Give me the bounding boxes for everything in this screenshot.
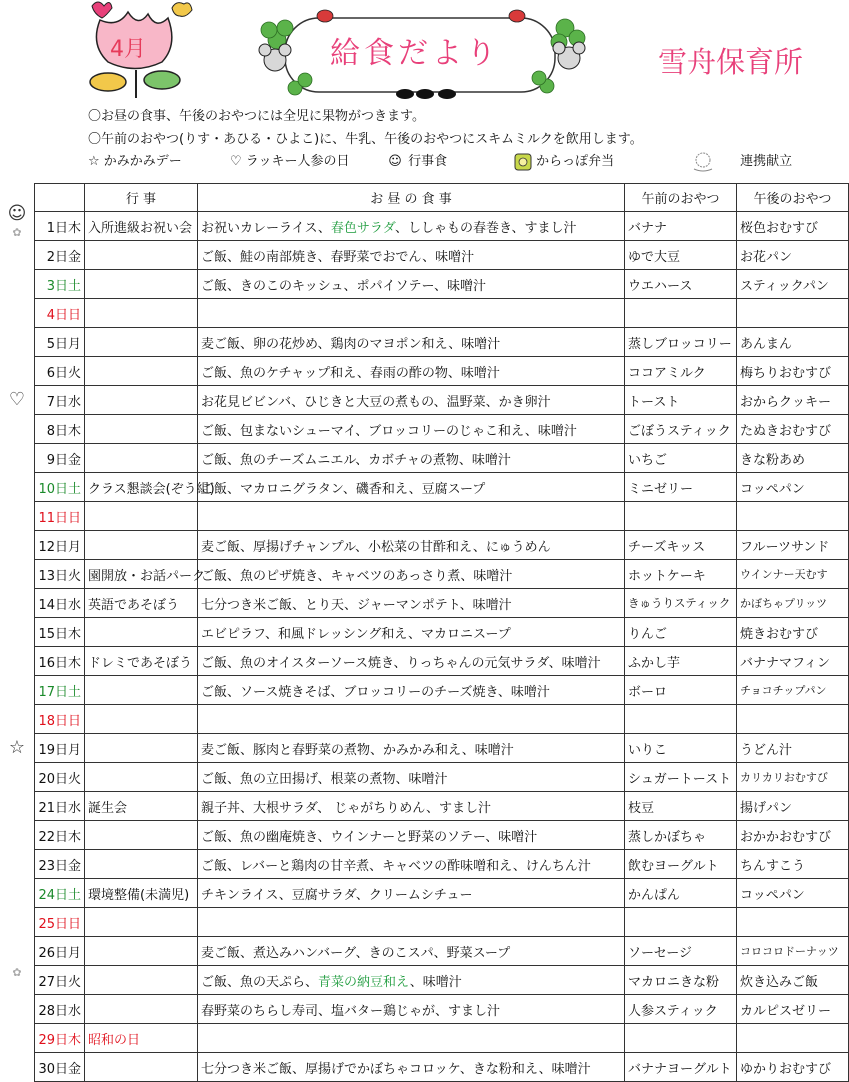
newsletter-title: 給食だより	[330, 36, 500, 71]
lunch-text: エビピラフ、和風ドレッシング和え、マカロニスープ	[201, 626, 511, 642]
day-am-snack: きゅうりスティック	[625, 589, 737, 618]
day-date: 4日日	[35, 299, 85, 328]
lunch-text-tail: 、味噌汁	[409, 974, 462, 990]
day-event	[85, 705, 198, 734]
heart-icon: ♡	[8, 389, 26, 410]
day-event	[85, 734, 198, 763]
day-date: 5日月	[35, 328, 85, 357]
day-lunch	[198, 299, 625, 328]
lunch-text: 麦ご飯、卵の花炒め、鶏肉のマヨポン和え、味噌汁	[201, 336, 501, 352]
day-am-snack: チーズキッス	[625, 531, 737, 560]
day-lunch	[198, 212, 625, 241]
day-date: 29日木	[35, 1024, 85, 1053]
day-event	[85, 386, 198, 415]
day-pm-snack: ちんすこう	[737, 850, 849, 879]
partnership-logo-icon	[690, 151, 716, 173]
lunch-text: お祝いカレーライス、	[201, 220, 331, 236]
day-pm-snack: 梅ちりおむすび	[737, 357, 849, 386]
day-lunch	[198, 502, 625, 531]
day-am-snack: ソーセージ	[625, 937, 737, 966]
lunch-text: ご飯、魚のチーズムニエル、カボチャの煮物、味噌汁	[201, 452, 511, 468]
day-date: 17日土	[35, 676, 85, 705]
page-header	[0, 0, 849, 183]
note-fruit: 〇お昼の食事、午後のおやつには全児に果物がつきます。	[88, 109, 425, 124]
day-am-snack: ごぼうスティック	[625, 415, 737, 444]
table-row	[35, 241, 849, 270]
day-am-snack: りんご	[625, 618, 737, 647]
day-am-snack: ウエハース	[625, 270, 737, 299]
day-am-snack: 枝豆	[625, 792, 737, 821]
day-pm-snack: おからクッキー	[737, 386, 849, 415]
day-pm-snack: お花パン	[737, 241, 849, 270]
day-lunch	[198, 560, 625, 589]
legend-karappo	[514, 150, 614, 171]
lunch-text: ご飯、魚の幽庵焼き、ウインナーと野菜のソテー、味噌汁	[201, 829, 538, 845]
day-pm-snack: ゆかりおむすび	[737, 1053, 849, 1082]
lunch-text: 麦ご飯、豚肉と春野菜の煮物、かみかみ和え、味噌汁	[201, 742, 514, 758]
day-lunch	[198, 444, 625, 473]
lunch-text: お花見ビビンバ、ひじきと大豆の煮もの、温野菜、かき卵汁	[201, 394, 551, 410]
lunch-text: ご飯、レバーと鶏肉の甘辛煮、キャベツの酢味噌和え、けんちん汁	[201, 858, 591, 874]
legend-event-meal	[386, 150, 447, 169]
day-lunch	[198, 1053, 625, 1082]
day-event	[85, 531, 198, 560]
day-pm-snack: フルーツサンド	[737, 531, 849, 560]
day-am-snack	[625, 1024, 737, 1053]
day-date: 7日水	[35, 386, 85, 415]
table-row	[35, 879, 849, 908]
smiley-icon: ☺	[7, 203, 27, 224]
month-label: 4月	[110, 37, 146, 62]
day-lunch	[198, 1024, 625, 1053]
day-event: 誕生会	[85, 792, 198, 821]
lunch-text: ご飯、魚の立田揚げ、根菜の煮物、味噌汁	[201, 771, 448, 787]
day-lunch	[198, 647, 625, 676]
lunch-text: ご飯、きのこのキッシュ、ポパイソテー、味噌汁	[201, 278, 486, 294]
table-row	[35, 792, 849, 821]
day-pm-snack	[737, 705, 849, 734]
lunch-text: チキンライス、豆腐サラダ、クリームシチュー	[201, 887, 473, 903]
day-pm-snack: きな粉あめ	[737, 444, 849, 473]
day-date: 25日日	[35, 908, 85, 937]
header-am-snack: 午前のおやつ	[625, 184, 737, 212]
day-event	[85, 241, 198, 270]
day-pm-snack	[737, 502, 849, 531]
day-lunch	[198, 908, 625, 937]
lunch-text: ご飯、マカロニグラタン、磯香和え、豆腐スープ	[201, 481, 486, 497]
legend-lucky-carrot: ♡ ラッキー人参の日	[230, 154, 350, 169]
day-am-snack: トースト	[625, 386, 737, 415]
table-row	[35, 850, 849, 879]
day-date: 6日火	[35, 357, 85, 386]
day-lunch	[198, 270, 625, 299]
table-row	[35, 299, 849, 328]
day-pm-snack: スティックパン	[737, 270, 849, 299]
day-event	[85, 908, 198, 937]
table-row	[35, 937, 849, 966]
day-event	[85, 1053, 198, 1082]
table-header-row	[35, 184, 849, 212]
table-row	[35, 618, 849, 647]
day-event	[85, 821, 198, 850]
table-row	[35, 589, 849, 618]
table-row	[35, 328, 849, 357]
day-pm-snack: カルピスゼリー	[737, 995, 849, 1024]
day-am-snack: いりこ	[625, 734, 737, 763]
legend-renkei-label: 連携献立	[740, 154, 793, 169]
day-pm-snack: 揚げパン	[737, 792, 849, 821]
day-lunch	[198, 763, 625, 792]
day-am-snack: マカロニきな粉	[625, 966, 737, 995]
legend-event-meal-label: 行事食	[408, 154, 448, 169]
day-pm-snack: コッペパン	[737, 473, 849, 502]
day-pm-snack	[737, 1024, 849, 1053]
day-am-snack: ホットケーキ	[625, 560, 737, 589]
lunch-text: ご飯、魚のオイスターソース焼き、りっちゃんの元気サラダ、味噌汁	[201, 655, 601, 671]
day-am-snack: ゆで大豆	[625, 241, 737, 270]
school-name: 雪舟保育所	[658, 45, 804, 79]
lunch-text: ご飯、魚のピザ焼き、キャベツのあっさり煮、味噌汁	[201, 568, 513, 584]
day-lunch	[198, 618, 625, 647]
day-event	[85, 937, 198, 966]
day-lunch	[198, 415, 625, 444]
table-row	[35, 560, 849, 589]
table-row	[35, 531, 849, 560]
day-date: 20日火	[35, 763, 85, 792]
day-pm-snack: カリカリおむすび	[737, 763, 849, 792]
lunch-text: 七分つき米ご飯、とり天、ジャーマンポテト、味噌汁	[201, 597, 512, 613]
day-event: 環境整備(未満児)	[85, 879, 198, 908]
day-pm-snack: 炊き込みご飯	[737, 966, 849, 995]
day-am-snack: いちご	[625, 444, 737, 473]
note-milk: 〇午前のおやつ(りす・あひる・ひよこ)に、牛乳、午後のおやつにスキムミルクを飲用します。	[88, 132, 643, 147]
partnership-logo-icon: ✿	[12, 226, 22, 239]
day-event	[85, 415, 198, 444]
lunch-text: 春野菜のちらし寿司、塩バター鶏じゃが、すまし汁	[201, 1003, 501, 1019]
day-date: 28日水	[35, 995, 85, 1024]
day-am-snack: 蒸しブロッコリー	[625, 328, 737, 357]
day-date: 21日水	[35, 792, 85, 821]
day-date: 30日金	[35, 1053, 85, 1082]
day-lunch	[198, 879, 625, 908]
lunch-text: ご飯、魚のケチャップ和え、春雨の酢の物、味噌汁	[201, 365, 500, 381]
day-am-snack	[625, 299, 737, 328]
day-am-snack: バナナ	[625, 212, 737, 241]
table-row	[35, 763, 849, 792]
day-event: 入所進級お祝い会	[85, 212, 198, 241]
header-event: 行 事	[85, 184, 198, 212]
day-am-snack: ボーロ	[625, 676, 737, 705]
day-date: 14日水	[35, 589, 85, 618]
day-event	[85, 763, 198, 792]
legend-kamikami: ☆ かみかみデー	[88, 154, 182, 169]
day-pm-snack: かぼちゃプリッツ	[737, 589, 849, 618]
lunchbox-icon	[514, 153, 532, 171]
lunch-text: 七分つき米ご飯、厚揚げでかぼちゃコロッケ、きな粉和え、味噌汁	[201, 1061, 591, 1077]
day-event	[85, 995, 198, 1024]
day-am-snack: バナナヨーグルト	[625, 1053, 737, 1082]
day-pm-snack: コロコロドーナッツ	[737, 937, 849, 966]
table-row	[35, 357, 849, 386]
lunch-text-tail: 、ししゃもの春巻き、すまし汁	[394, 220, 577, 236]
day-event	[85, 850, 198, 879]
day-am-snack: ふかし芋	[625, 647, 737, 676]
day-date: 19日月	[35, 734, 85, 763]
table-row	[35, 821, 849, 850]
day-lunch	[198, 705, 625, 734]
day-am-snack: シュガートースト	[625, 763, 737, 792]
day-event	[85, 618, 198, 647]
day-date: 15日木	[35, 618, 85, 647]
header-date	[35, 184, 85, 212]
day-pm-snack: 桜色おむすび	[737, 212, 849, 241]
menu-table-body	[35, 212, 849, 1082]
day-event	[85, 966, 198, 995]
day-date: 22日木	[35, 821, 85, 850]
day-pm-snack	[737, 908, 849, 937]
day-event	[85, 676, 198, 705]
menu-table	[34, 183, 849, 1082]
day-lunch	[198, 473, 625, 502]
day-event	[85, 270, 198, 299]
lunch-text: ご飯、包まないシューマイ、ブロッコリーのじゃこ和え、味噌汁	[201, 423, 577, 439]
lunch-highlight-text: 春色サラダ	[330, 220, 395, 236]
day-date: 10日土	[35, 473, 85, 502]
day-event	[85, 328, 198, 357]
lunch-text: ご飯、鮭の南部焼き、春野菜でおでん、味噌汁	[201, 249, 475, 265]
day-lunch	[198, 821, 625, 850]
day-date: 9日金	[35, 444, 85, 473]
day-event	[85, 299, 198, 328]
table-row	[35, 995, 849, 1024]
table-row	[35, 1024, 849, 1053]
day-date: 8日木	[35, 415, 85, 444]
lunch-text: ご飯、ソース焼きそば、ブロッコリーのチーズ焼き、味噌汁	[201, 684, 550, 700]
header-lunch: お 昼 の 食 事	[198, 184, 625, 212]
day-am-snack: 人参スティック	[625, 995, 737, 1024]
day-pm-snack: 焼きおむすび	[737, 618, 849, 647]
table-row	[35, 676, 849, 705]
header-pm-snack: 午後のおやつ	[737, 184, 849, 212]
day-event: ドレミであそぼう	[85, 647, 198, 676]
day-lunch	[198, 850, 625, 879]
table-row	[35, 415, 849, 444]
day-event	[85, 444, 198, 473]
day-date: 23日金	[35, 850, 85, 879]
table-row	[35, 1053, 849, 1082]
table-row	[35, 647, 849, 676]
lunch-text: 親子丼、大根サラダ、 じゃがちりめん、すまし汁	[201, 800, 492, 816]
day-lunch	[198, 734, 625, 763]
table-row	[35, 966, 849, 995]
day-lunch	[198, 241, 625, 270]
day-date: 24日土	[35, 879, 85, 908]
day-date: 1日木	[35, 212, 85, 241]
day-pm-snack	[737, 299, 849, 328]
day-am-snack	[625, 502, 737, 531]
table-row	[35, 444, 849, 473]
day-date: 18日日	[35, 705, 85, 734]
day-am-snack	[625, 908, 737, 937]
legend-karappo-label: からっぽ弁当	[536, 154, 615, 169]
day-pm-snack: チョコチップパン	[737, 676, 849, 705]
day-lunch	[198, 531, 625, 560]
day-event: 昭和の日	[85, 1024, 198, 1053]
legend-renkei	[690, 150, 792, 173]
lunch-highlight-text: 青菜の納豆和え	[318, 974, 410, 990]
lunch-text: 麦ご飯、厚揚げチャンプル、小松菜の甘酢和え、にゅうめん	[201, 539, 551, 555]
day-date: 12日月	[35, 531, 85, 560]
day-am-snack: 蒸しかぼちゃ	[625, 821, 737, 850]
star-icon: ☆	[8, 737, 26, 758]
day-event: クラス懇談会(ぞう組)	[85, 473, 198, 502]
day-am-snack: かんぱん	[625, 879, 737, 908]
day-lunch	[198, 995, 625, 1024]
legend	[88, 148, 828, 170]
day-am-snack	[625, 705, 737, 734]
day-pm-snack: うどん汁	[737, 734, 849, 763]
day-pm-snack: たぬきおむすび	[737, 415, 849, 444]
smiley-icon: ☺	[388, 154, 402, 169]
day-date: 11日日	[35, 502, 85, 531]
day-date: 13日火	[35, 560, 85, 589]
day-pm-snack: ウインナー天むす	[737, 560, 849, 589]
partnership-logo-icon: ✿	[12, 966, 22, 979]
day-lunch	[198, 589, 625, 618]
day-date: 27日火	[35, 966, 85, 995]
day-lunch	[198, 386, 625, 415]
day-lunch	[198, 676, 625, 705]
table-row	[35, 473, 849, 502]
day-event	[85, 357, 198, 386]
lunch-text: ご飯、魚の天ぷら、	[201, 974, 319, 990]
day-pm-snack: おかかおむすび	[737, 821, 849, 850]
table-row	[35, 734, 849, 763]
day-am-snack: ココアミルク	[625, 357, 737, 386]
day-date: 2日金	[35, 241, 85, 270]
table-row	[35, 270, 849, 299]
day-pm-snack: コッペパン	[737, 879, 849, 908]
day-date: 3日土	[35, 270, 85, 299]
day-lunch	[198, 937, 625, 966]
day-date: 16日木	[35, 647, 85, 676]
table-row	[35, 386, 849, 415]
day-event: 英語であそぼう	[85, 589, 198, 618]
day-date: 26日月	[35, 937, 85, 966]
day-pm-snack: あんまん	[737, 328, 849, 357]
day-lunch	[198, 357, 625, 386]
table-row	[35, 908, 849, 937]
day-pm-snack: バナナマフィン	[737, 647, 849, 676]
lunch-text: 麦ご飯、煮込みハンバーグ、きのこスパ、野菜スープ	[201, 945, 511, 961]
day-lunch	[198, 328, 625, 357]
day-am-snack: ミニゼリー	[625, 473, 737, 502]
table-row	[35, 502, 849, 531]
day-lunch	[198, 792, 625, 821]
day-event	[85, 502, 198, 531]
table-row	[35, 212, 849, 241]
day-am-snack: 飲むヨーグルト	[625, 850, 737, 879]
table-row	[35, 705, 849, 734]
day-event: 園開放・お話パーク	[85, 560, 198, 589]
day-lunch	[198, 966, 625, 995]
